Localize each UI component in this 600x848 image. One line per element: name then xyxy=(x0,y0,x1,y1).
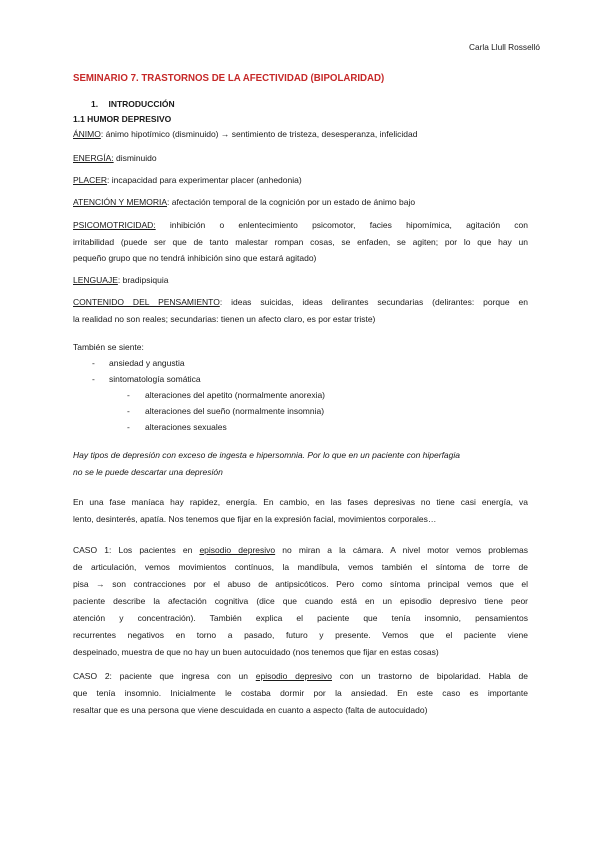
caso1-line: recurrentes negativos en torno a pasado, futuro y presente. Vemos que el paciente viene xyxy=(73,630,528,640)
text-energia: disminuido xyxy=(113,153,157,163)
caso1-post: no miran a la cámara. A nivel motor vemos problemas xyxy=(275,545,528,555)
text-atencion: : afectación temporal de la cognición por un estado de ánimo bajo xyxy=(167,197,416,207)
sublist-dash: - xyxy=(127,422,130,432)
caso2-line1 xyxy=(73,671,528,681)
caso1-line1 xyxy=(73,545,528,555)
sublist-dash: - xyxy=(127,406,130,416)
caso1-line: paciente describe la afectación cognitiva (dice que cuando está en un episodio depresivo tiene peor xyxy=(73,596,528,606)
caso1-line: atención y concentración). También explica el paciente que tenía insomnio, pensamientos xyxy=(73,613,528,623)
section-label: INTRODUCCIÓN xyxy=(108,99,175,109)
italic-note-line2: no se le puede descartar una depresión xyxy=(73,467,223,477)
term-psico: PSICOMOTRICIDAD: xyxy=(73,220,156,230)
author-name: Carla Llull Rosselló xyxy=(468,42,540,52)
item-psico-line2: irritabilidad (puede ser que de tanto malestar rompan cosas, se enfaden, se agiten; por lo que hay un xyxy=(73,237,528,247)
italic-note-line1: Hay tipos de depresión con exceso de ingesta e hipersomnia. Por lo que en un paciente con hiperfagia xyxy=(73,450,461,460)
item-psico-line3: pequeño grupo que no tendrá inhibición sino que estará agitado) xyxy=(73,253,317,263)
subsection-heading: 1.1 HUMOR DEPRESIVO xyxy=(73,114,172,124)
text-psico-1: inhibición o enlentecimiento psicomotor, facies hipomímica, agitación con xyxy=(155,220,528,230)
item-placer xyxy=(73,175,302,185)
item-animo xyxy=(73,129,417,139)
caso2-line2: que tenía insomnio. Inicialmente le costaba dormir por la ansiedad. En este caso es importante xyxy=(73,688,528,698)
mania-line2: lento, desinterés, apatía. Nos tenemos que fijar en la expresión facial, movimientos corporales… xyxy=(73,514,437,524)
item-contenido-line2: la realidad no son reales; secundarias: tienen un afecto claro, es por estar triste) xyxy=(73,314,376,324)
caso2-last-line: resaltar que es una persona que viene descuidada en cuanto a aspecto (falta de autocuidado) xyxy=(73,705,428,715)
term-contenido: CONTENIDO DEL PENSAMIENTO xyxy=(73,297,220,307)
term-energia: ENERGÍA: xyxy=(73,153,114,163)
sublist-item: alteraciones del sueño (normalmente insomnia) xyxy=(145,406,325,416)
text-animo: : ánimo hipotímico (disminuido) → sentimiento de tristeza, desesperanza, infelicidad xyxy=(100,129,418,139)
document-title: SEMINARIO 7. TRASTORNOS DE LA AFECTIVIDAD (BIPOLARIDAD) xyxy=(73,73,385,84)
text-placer: : incapacidad para experimentar placer (anhedonia) xyxy=(107,175,302,185)
list-dash: - xyxy=(92,358,95,368)
sublist-dash: - xyxy=(127,390,130,400)
caso2-link: episodio depresivo xyxy=(255,671,332,681)
caso1-line: de articulación, vemos movimientos contínuos, la mandíbula, vemos también el síntoma de torre de xyxy=(73,562,528,572)
section-heading xyxy=(91,99,175,109)
list-item: sintomatología somática xyxy=(109,374,201,384)
caso1-line: pisa → son contracciones por el abuso de antipsicóticos. Pero como síntoma principal vemos que el xyxy=(73,579,528,589)
caso2-pre: CASO 2: paciente que ingresa con un xyxy=(73,671,256,681)
sublist-item: alteraciones sexuales xyxy=(145,422,227,432)
text-lenguaje: : bradipsiquia xyxy=(117,275,169,285)
section-number: 1. xyxy=(91,99,99,109)
also-intro: También se siente: xyxy=(73,342,144,352)
caso1-last-line: despeinado, muestra de que no hay un buen autocuidado (nos tenemos que fijar en estas cosas) xyxy=(73,647,439,657)
term-lenguaje: LENGUAJE xyxy=(73,275,118,285)
item-energia xyxy=(73,153,157,163)
term-animo: ÁNIMO xyxy=(73,129,101,139)
item-atencion xyxy=(73,197,415,207)
caso1-pre: CASO 1: Los pacientes en xyxy=(73,545,200,555)
term-placer: PLACER xyxy=(73,175,108,185)
caso1-link: episodio depresivo xyxy=(199,545,276,555)
item-contenido-line1 xyxy=(73,297,528,307)
sublist-item: alteraciones del apetito (normalmente anorexia) xyxy=(145,390,326,400)
term-atencion: ATENCIÓN Y MEMORIA xyxy=(73,197,167,207)
list-dash: - xyxy=(92,374,95,384)
list-item: ansiedad y angustia xyxy=(109,358,185,368)
text-contenido-1: : ideas suicidas, ideas delirantes secundarias (delirantes: porque en xyxy=(219,297,528,307)
item-psico-line1 xyxy=(73,220,528,230)
mania-line1: En una fase maníaca hay rapidez, energía. En cambio, en las fases depresivas no tiene casi energía, va xyxy=(73,497,528,507)
caso2-post: con un trastorno de bipolaridad. Habla de xyxy=(332,671,528,681)
item-lenguaje xyxy=(73,275,168,285)
